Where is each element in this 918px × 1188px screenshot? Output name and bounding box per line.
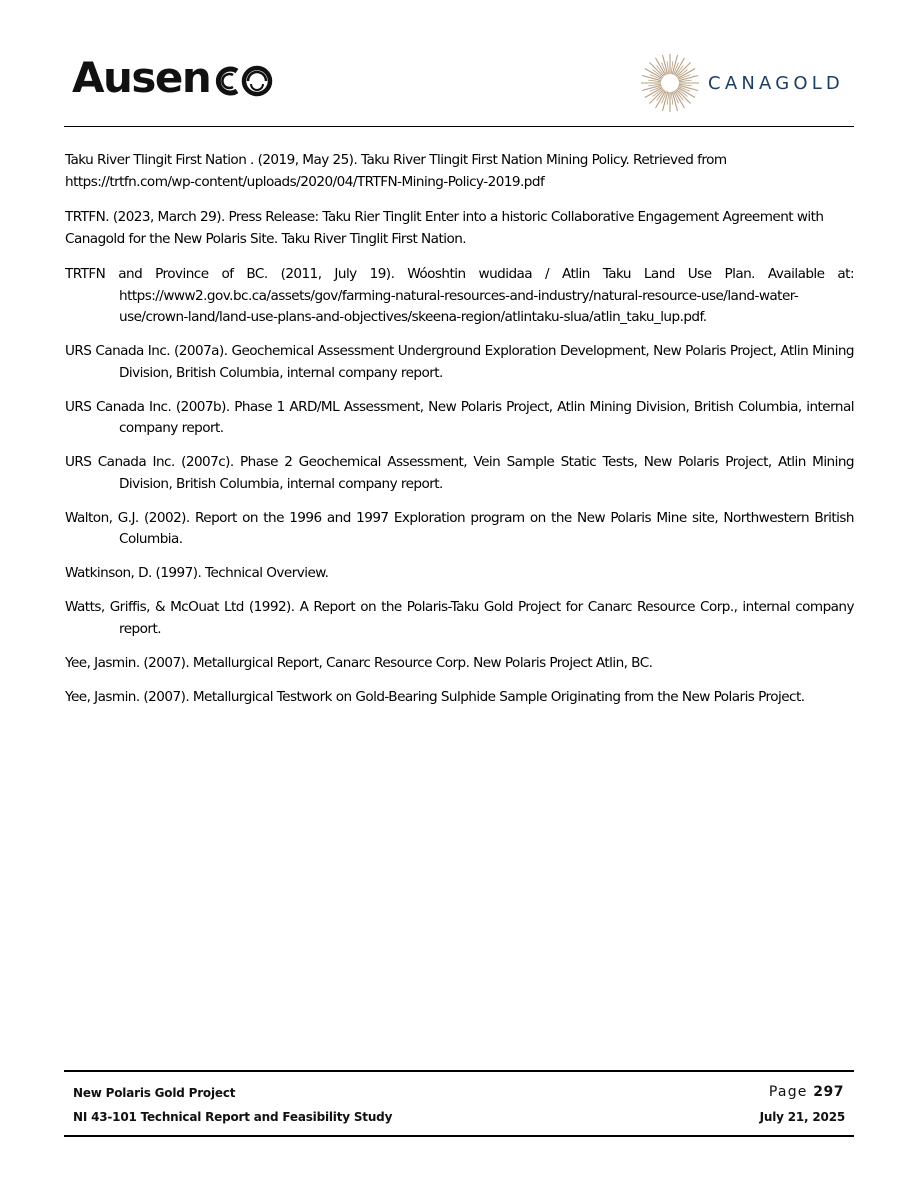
reference-entry: URS Canada Inc. (2007b). Phase 1 ARD/ML Assessment, New Polaris Project, Atlin Mining Division, British Columbia, internal company report. bbox=[65, 398, 854, 436]
sunburst-ray bbox=[650, 62, 664, 76]
reference-entry: URS Canada Inc. (2007c). Phase 2 Geochemical Assessment, Vein Sample Static Tests, New Polaris Project, Atlin Mining Division, British Columbia, internal company report. bbox=[65, 454, 854, 492]
page-header bbox=[64, 50, 854, 126]
reference-entry: TRTFN and Province of BC. (2011, July 19). Wóoshtin wudidaa / Atlin Taku Land Use Plan. Available at: https://www2.gov.bc.ca/assets/gov/farming-natural-resources-and-industry/natural-resource-use/land-water-use/crown-land/land-use-plans-and-objectives/skeena-region/atlintaku-slua/atlin_taku_lup.pdf. bbox=[65, 266, 854, 325]
canagold-logo bbox=[640, 50, 844, 116]
canagold-logo-text: CANAGOLD bbox=[708, 72, 844, 94]
footer-divider-top bbox=[64, 1070, 854, 1072]
footer-page-number bbox=[769, 1084, 844, 1100]
footer-divider-bottom bbox=[64, 1135, 854, 1137]
ausenco-logo bbox=[72, 53, 273, 102]
reference-entry: Yee, Jasmin. (2007). Metallurgical Report, Canarc Resource Corp. New Polaris Project Atlin, BC. bbox=[65, 654, 653, 671]
footer-project-name: New Polaris Gold Project bbox=[73, 1086, 236, 1100]
sunburst-icon bbox=[640, 53, 700, 113]
sunburst-ray bbox=[650, 89, 664, 103]
page-number: 297 bbox=[813, 1084, 844, 1100]
reference-entry: Walton, G.J. (2002). Report on the 1996 and 1997 Exploration program on the New Polaris Mine site, Northwestern British Columbia. bbox=[65, 509, 854, 547]
reference-entry: Watts, Griffis, & McOuat Ltd (1992). A Report on the Polaris-Taku Gold Project for Canarc Resource Corp., internal company report. bbox=[65, 599, 854, 637]
sunburst-ray bbox=[676, 89, 690, 103]
reference-entry: TRTFN. (2023, March 29). Press Release: Taku Rier Tinglit Enter into a historic Collaborative Engagement Agreement with Canagold for the New Polaris Site. Taku River Tinglit First Nation. bbox=[65, 209, 824, 247]
ausenco-logo-text: Ausen bbox=[72, 53, 211, 102]
ausenco-co-mark-icon bbox=[211, 64, 273, 98]
reference-entry: Taku River Tlingit First Nation . (2019, May 25). Taku River Tlingit First Nation Mining Policy. Retrieved from https://trtfn.com/wp-content/uploads/2020/04/TRTFN-Mining-Policy-2019.pdf bbox=[65, 152, 727, 190]
reference-list bbox=[65, 150, 854, 721]
reference-entry: URS Canada Inc. (2007a). Geochemical Assessment Underground Exploration Development, New Polaris Project, Atlin Mining Division, British Columbia, internal company report. bbox=[65, 343, 854, 381]
header-divider bbox=[64, 126, 854, 127]
page-label: Page bbox=[768, 1084, 808, 1100]
footer-report-title: NI 43-101 Technical Report and Feasibility Study bbox=[73, 1110, 393, 1124]
footer-date: July 21, 2025 bbox=[759, 1110, 845, 1124]
reference-entry: Yee, Jasmin. (2007). Metallurgical Testwork on Gold-Bearing Sulphide Sample Originating from the New Polaris Project. bbox=[65, 688, 805, 705]
reference-entry: Watkinson, D. (1997). Technical Overview. bbox=[65, 565, 329, 581]
sunburst-ray bbox=[676, 62, 690, 76]
